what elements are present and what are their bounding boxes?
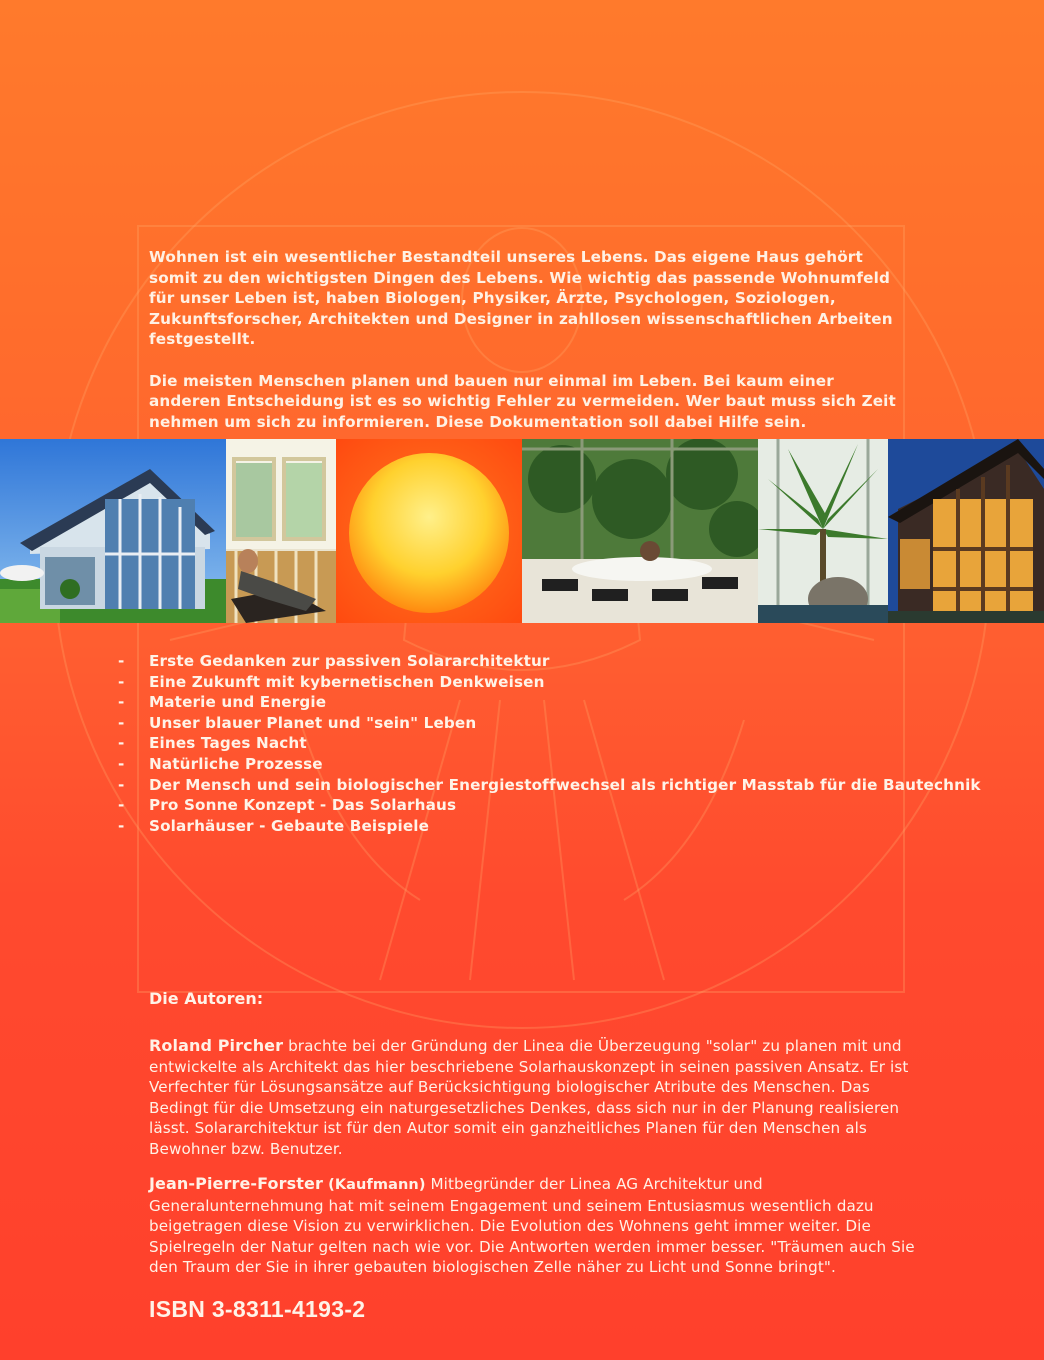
list-item: - Eine Zukunft mit kybernetischen Denkweisen: [118, 672, 545, 691]
house-daylight-photo: [0, 439, 226, 623]
winter-garden-photo: [522, 439, 758, 623]
author-role: (Kaufmann): [322, 1177, 426, 1193]
list-item: - Pro Sonne Konzept - Das Solarhaus: [118, 796, 457, 815]
list-item: - Erste Gedanken zur passiven Solararchitektur: [118, 652, 550, 670]
topic-list: [118, 651, 981, 836]
list-item: - Solarhäuser - Gebaute Beispiele: [118, 816, 430, 835]
list-item: - Der Mensch und sein biologischer Energiestoffwechsel als richtiger Masstab für die Bautechnik: [118, 775, 981, 794]
photo-strip: [0, 439, 1044, 623]
list-item: - Materie und Energie: [118, 693, 327, 712]
man-relaxing-photo: [226, 439, 336, 623]
list-item: - Unser blauer Planet und "sein" Leben: [118, 713, 477, 732]
list-item: - Eines Tages Nacht: [118, 734, 307, 753]
list-item: - Natürliche Prozesse: [118, 754, 323, 773]
author-bio-text: brachte bei der Gründung der Linea die Überzeugung "solar" zu planen mit und entwickelte als Architekt das hier beschriebene Solarhauskonzept in seinen passiven Ansatz. Er ist Verfechter für Lösungsansätze auf Berücksichtigung biologischer Atribute des Menschen. Das Bedingt für die Umsetzung ein naturgesetzliches Denkes, dass sich nur in der Planung realisieren lässt. Solararchitektur ist für den Autor somit ein ganzheitliches Planen für den Menschen als Bewohner bzw. Benutzer.: [149, 1037, 909, 1158]
author-bio-text: Mitbegründer der Linea AG Architektur und Generalunternehmung hat mit seinem Engagement und seinem Entusiasmus wesentlich dazu beigetragen diese Vision zu verwirklichen. Die Evolution des Wohnens geht immer weiter. Die Spielregeln der Natur gelten nach wie vor. Die Antworten werden immer besser. "Träumen auch Sie den Traum der Sie in ihrer gebauten biologischen Zelle näher zu Licht und Sonne bringt".: [149, 1175, 915, 1277]
intro-paragraph-1: Wohnen ist ein wesentlicher Bestandteil unseres Lebens. Das eigene Haus gehört somit zu den wichtigsten Dingen des Lebens. Wie wichtig das passende Wohnumfeld für unser Leben ist, haben Biologen, Physiker, Ärzte, Psychologen, Soziologen, Zukunftsforscher, Architekten und Designer in zahllosen wissenschaftlichen Arbeiten festgestellt.: [149, 248, 893, 349]
sun-sphere-photo: [336, 439, 522, 623]
palm-atrium-photo: [758, 439, 888, 623]
intro-paragraph-2: Die meisten Menschen planen und bauen nur einmal im Leben. Bei kaum einer anderen Entscheidung ist es so wichtig Fehler zu vermeiden. Wer baut muss sich Zeit nehmen um sich zu informieren. Diese Dokumentation soll dabei Hilfe sein.: [149, 371, 896, 431]
isbn-number: ISBN 3-8311-4193-2: [149, 1296, 366, 1322]
author-name: Roland Pircher: [149, 1036, 284, 1055]
house-dusk-photo: [888, 439, 1044, 623]
author-name: Jean-Pierre-Forster: [149, 1174, 323, 1193]
author-bio-pircher: [149, 1036, 929, 1160]
intro-text: [149, 247, 909, 453]
author-bio-forster: [149, 1174, 929, 1278]
authors-heading: Die Autoren:: [149, 989, 264, 1008]
